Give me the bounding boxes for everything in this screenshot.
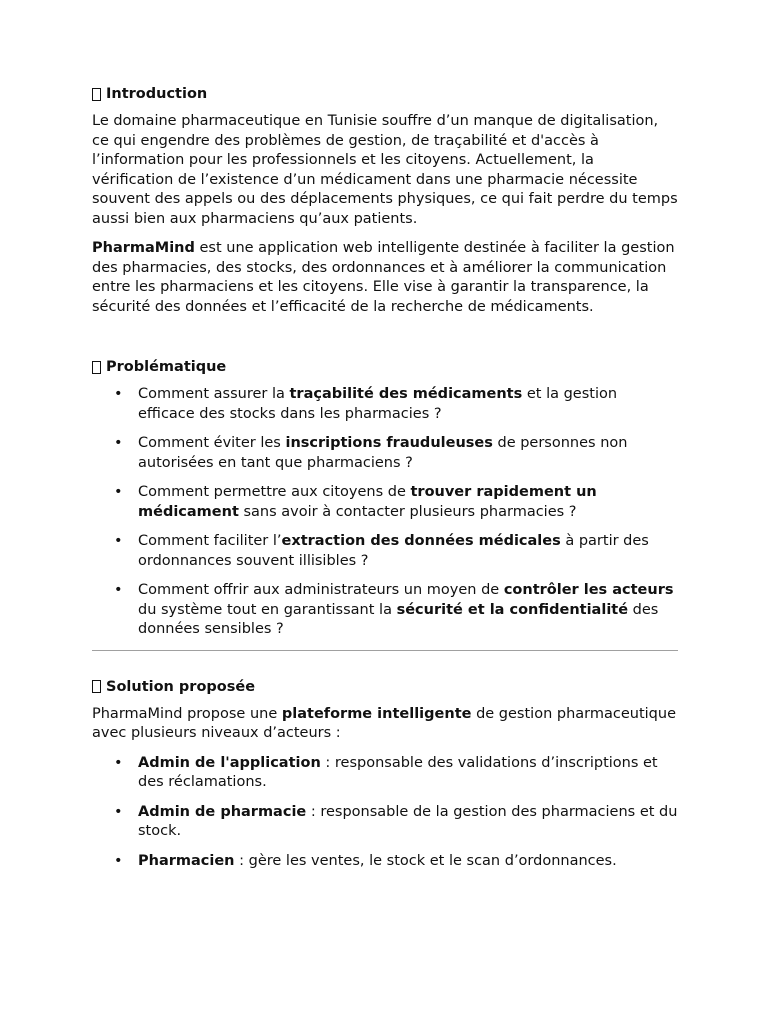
bullet-icon: • [114, 484, 123, 500]
list-item [92, 581, 678, 640]
item-bold: traçabilité des médicaments [289, 386, 523, 402]
item-bold: extraction des données médicales [281, 533, 561, 549]
problematique-heading-text: Problématique [106, 359, 227, 375]
solution-heading-text: Solution proposée [106, 678, 256, 695]
item-text: sans avoir à contacter plusieurs pharmacies ? [238, 503, 577, 520]
item-text: : gère les ventes, le stock et le scan d’ordonnances. [234, 852, 617, 869]
solution-heading [92, 677, 678, 697]
introduction-section [92, 84, 678, 317]
item-bold: Admin de pharmacie [138, 803, 307, 820]
item-bold: Admin de l'application [138, 754, 321, 771]
item-text: : responsable de la gestion des pharmaciens et du stock. [138, 803, 678, 839]
item-text: Comment éviter les [138, 435, 286, 451]
solution-section [92, 677, 678, 872]
item-text: des données sensibles ? [138, 601, 659, 637]
list-item [92, 532, 678, 571]
item-bold: sécurité et la confidentialité [396, 601, 629, 618]
item-bold: contrôler les acteurs [503, 582, 674, 598]
missing-glyph-icon [92, 680, 101, 693]
item-text: Comment offrir aux administrateurs un moyen de [138, 582, 504, 598]
item-bold: trouver rapidement un médicament [138, 484, 597, 520]
intro-text: de gestion pharmaceutique avec plusieurs niveaux d’acteurs : [92, 705, 676, 741]
list-item [92, 852, 678, 872]
introduction-heading-text: Introduction [106, 86, 208, 102]
item-bold: inscriptions frauduleuses [285, 435, 493, 451]
list-item [92, 434, 678, 473]
bullet-icon: • [114, 582, 123, 598]
item-bold: Pharmacien [138, 852, 235, 869]
bullet-icon: • [114, 754, 123, 771]
item-text: Comment permettre aux citoyens de [138, 484, 411, 500]
bullet-icon: • [114, 852, 123, 869]
intro-bold: plateforme intelligente [281, 705, 472, 722]
list-item [92, 385, 678, 424]
solution-list [92, 754, 678, 872]
bullet-icon: • [114, 386, 123, 402]
item-text: et la gestion efficace des stocks dans les pharmacies ? [138, 386, 618, 422]
introduction-paragraph-2 [92, 239, 678, 317]
item-text: Comment assurer la [138, 386, 290, 402]
item-text: à partir des ordonnances souvent illisibles ? [138, 533, 649, 569]
introduction-paragraph-1: Le domaine pharmaceutique en Tunisie souffre d’un manque de digitalisation, ce qui engendre des problèmes de gestion, de traçabilité et d'accès à l’information pour les professionnels et les citoyens. Actuellement, la vérification de l’existence d’un médicament dans une pharmacie nécessite souvent des appels ou des déplacements physiques, ce qui fait perdre du temps aussi bien aux pharmaciens qu’aux patients. [92, 113, 678, 227]
bullet-icon: • [114, 533, 123, 549]
item-text: de personnes non autorisées en tant que pharmaciens ? [138, 435, 628, 471]
missing-glyph-icon [92, 361, 101, 374]
problematique-section [92, 357, 678, 640]
problematique-list [92, 385, 678, 640]
intro-text: PharmaMind propose une [92, 705, 282, 722]
introduction-paragraph-2-text: est une application web intelligente destinée à faciliter la gestion des pharmacies, des stocks, des ordonnances et à améliorer la communication entre les pharmaciens et les citoyens. Elle vise à garantir la transparence, la sécurité des données et l’efficacité de la recherche de médicaments. [92, 240, 675, 315]
horizontal-rule [92, 650, 678, 651]
missing-glyph-icon [92, 88, 101, 101]
item-text: : responsable des validations d’inscriptions et des réclamations. [138, 754, 658, 790]
item-text: du système tout en garantissant la [138, 601, 397, 618]
problematique-heading [92, 357, 678, 377]
bullet-icon: • [114, 803, 123, 820]
pharmamind-bold: PharmaMind [92, 240, 195, 256]
list-item [92, 483, 678, 522]
list-item [92, 803, 678, 842]
item-text: Comment faciliter l’ [138, 533, 282, 549]
introduction-heading [92, 84, 678, 104]
list-item [92, 754, 678, 793]
solution-intro [92, 705, 678, 744]
bullet-icon: • [114, 435, 123, 451]
